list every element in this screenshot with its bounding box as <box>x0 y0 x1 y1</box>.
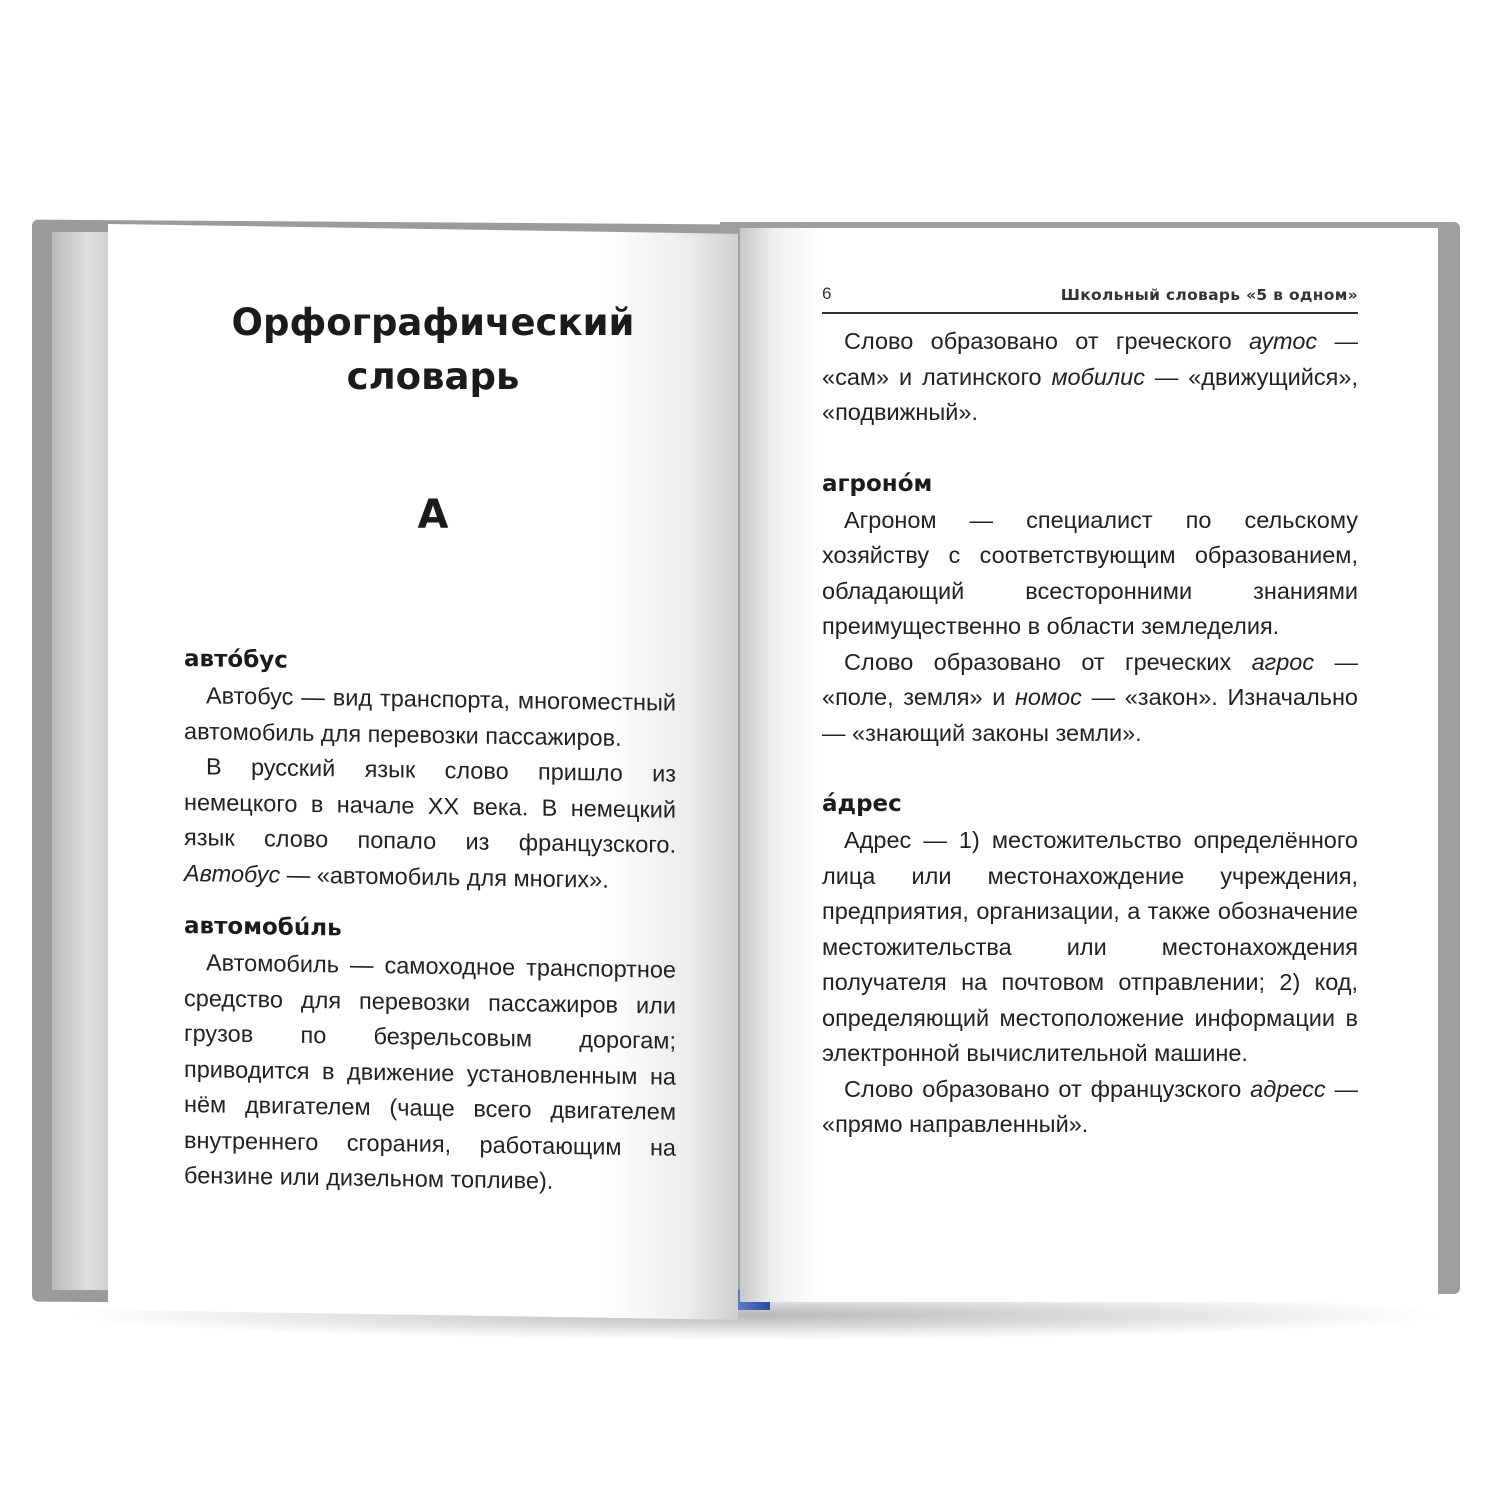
section-title <box>108 296 758 404</box>
etymology-agronom <box>822 645 1358 752</box>
headword-agronom: агронóм <box>822 470 933 497</box>
headword-adres: áдрес <box>822 791 902 817</box>
headword-avtomobil: автомобúль <box>184 913 342 942</box>
section-letter: А <box>417 492 449 538</box>
etymology-agronom-text-2: — «поле, земля» и <box>822 648 1359 710</box>
section-title-line-2: словарь <box>346 355 520 398</box>
running-title: Школьный словарь «5 в одном» <box>1060 286 1358 304</box>
etymology-avtomobil-term-2: мобилис <box>1051 363 1145 390</box>
etymology-avtomobil-text-3: — «движущийся», «подвижный». <box>822 363 1358 425</box>
etymology-adres-text-1: Слово образовано от французского <box>844 1075 1251 1102</box>
definition-avtobus: Автобус — вид транспорта, многоместный автомобиль для перевозки пассажиров. <box>184 682 676 751</box>
etymology-agronom-term-2: номос <box>1014 684 1082 710</box>
definition-avtomobil: Автомобиль — самоходное транспортное средство для перевозки пассажиров или грузов по безрельсовым дорогам; приводится в движение установленным на нём двигателем (чаще всего двигателем внутреннего сгорания, работающим на бензине или дизельном топливе). <box>184 949 676 1194</box>
etymology-adres <box>822 1072 1358 1143</box>
headword-avtobus: автóбус <box>184 646 288 674</box>
etymology-avtobus-term: Автобус <box>184 859 281 888</box>
left-page-text <box>184 646 676 1201</box>
etymology-avtomobil <box>822 324 1358 431</box>
etymology-avtomobil-text-1: Слово образовано от греческого <box>844 328 1249 354</box>
etymology-avtobus <box>184 749 676 899</box>
definition-adres: Адрес — 1) местожительство определённого лица или местонахождение учреждения, предприятия, организации, а также обозначение местожительства или местонахождения получателя на почтовом отправлении; 2) код, определяющий местоположение информации в электронной вычислительной машине. <box>822 827 1358 1066</box>
etymology-avtobus-text-2: — «автомобиль для многих». <box>280 861 609 893</box>
section-title-line-1: Орфографический <box>231 301 635 344</box>
etymology-adres-text-2: — «прямо направленный». <box>822 1075 1358 1137</box>
etymology-avtobus-text-1: В русский язык слово пришло из немецкого в начале XX века. В немецкий язык слово попало из французского. <box>184 753 676 858</box>
etymology-avtomobil-term-1: аутос <box>1249 328 1318 354</box>
page-stack-edge <box>52 232 112 1290</box>
etymology-adres-term: адресс <box>1250 1075 1326 1102</box>
etymology-agronom-text-3: — «закон». Изначально — «знающий законы земли». <box>822 684 1358 746</box>
etymology-agronom-text-1: Слово образовано от греческих <box>844 648 1252 675</box>
right-page-text <box>822 324 1358 1143</box>
etymology-agronom-term-1: агрос <box>1251 648 1315 675</box>
running-header <box>822 284 1358 314</box>
page-number: 6 <box>822 284 832 303</box>
etymology-avtomobil-text-2: — «сам» и латинского <box>822 328 1359 390</box>
definition-agronom: Агроном — специалист по сельскому хозяйству с соответствующим образованием, обладающий всесторонними знаниями преимущественно в области земледелия. <box>822 506 1358 639</box>
